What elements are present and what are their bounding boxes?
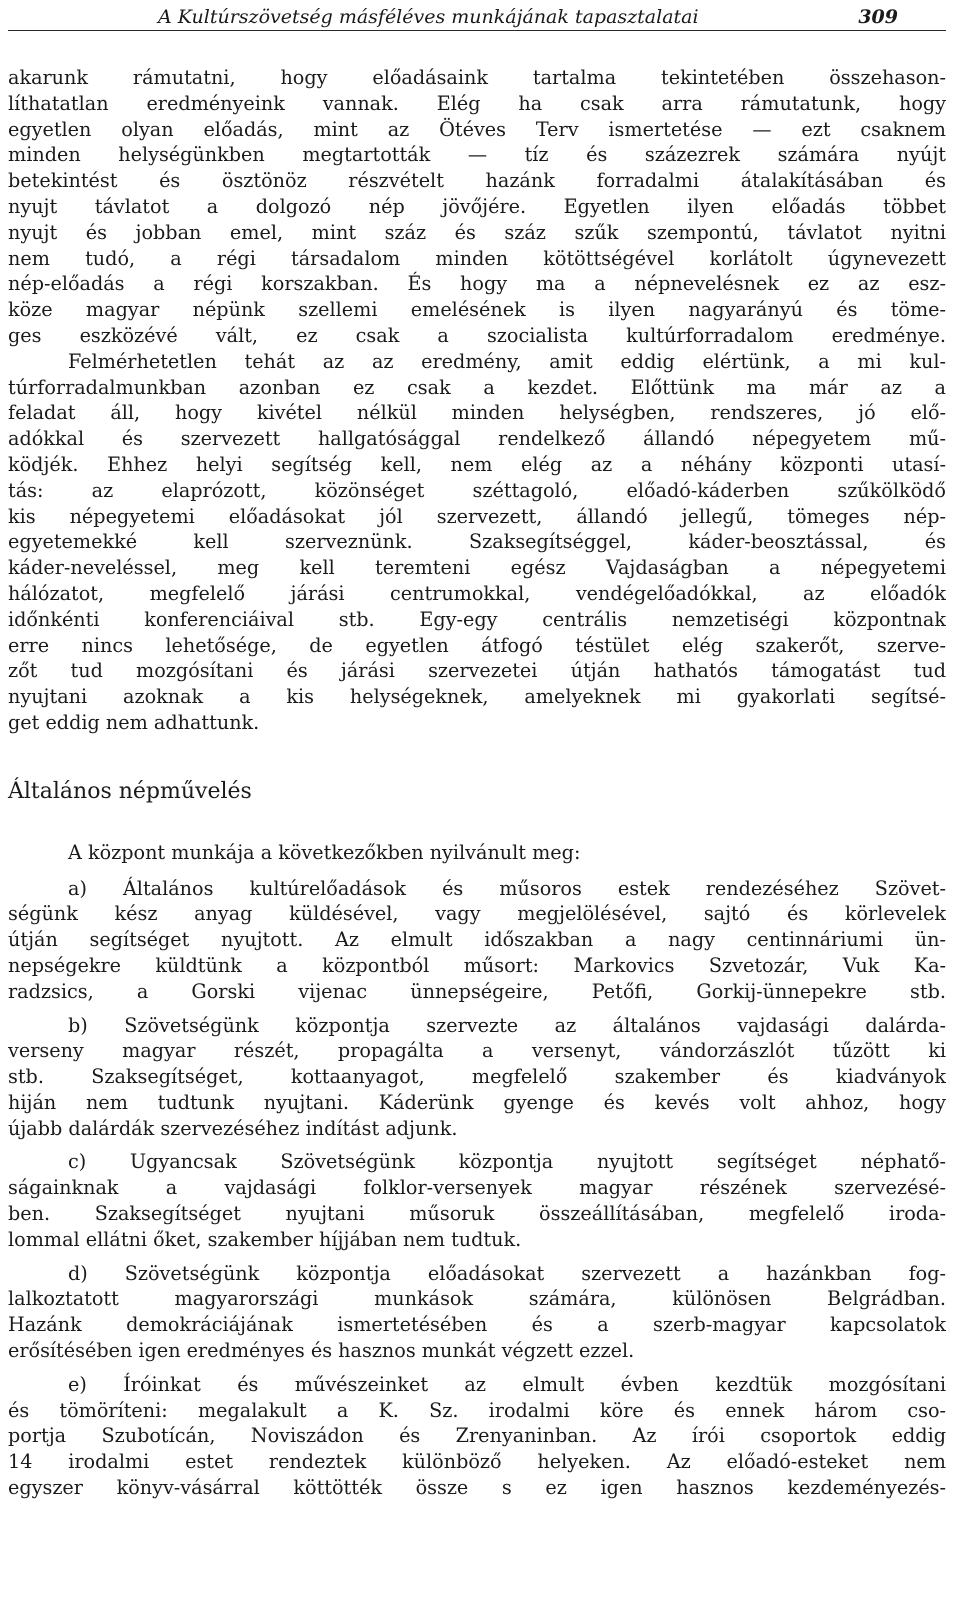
- list-item-d: [8, 1261, 946, 1364]
- text-line: zőt tud mozgósítani és járási szervezetei útján hathatós támogatást tud: [8, 659, 946, 683]
- text-line: get eddig nem adhattunk.: [8, 710, 260, 734]
- text-line: lalkoztatott magyarországi munkások számára, különösen Belgrádban.: [8, 1287, 946, 1311]
- text-line: nyujt és jobban emel, mint száz és száz szűk szempontú, távlatot nyitni: [8, 220, 946, 244]
- text-line: verseny magyar részét, propagálta a versenyt, vándorzászlót tűzött ki: [8, 1039, 946, 1063]
- list-item-b: [8, 1013, 946, 1142]
- text-line: c) Ugyancsak Szövetségünk központja nyujtott segítséget néphatő-: [68, 1150, 946, 1174]
- text-line: és tömöríteni: megalakult a K. Sz. irodalmi köre és ennek három cso-: [8, 1398, 946, 1422]
- text-line: egyszer könyv-vásárral köttötték össze s ez igen hasznos kezdeményezés-: [8, 1476, 946, 1500]
- text-line: nepségekre küldtünk a központból műsort: Markovics Szvetozár, Vuk Ka-: [8, 953, 946, 977]
- text-line: nép-előadás a régi korszakban. És hogy ma a népnevelésnek ez az esz-: [8, 272, 946, 296]
- text-line: ködjék. Ehhez helyi segítség kell, nem elég az a néhány központi utasí-: [8, 452, 946, 476]
- text-line: egyetemekké kell szerveznünk. Szaksegítséggel, káder-beosztással, és: [8, 530, 946, 554]
- text-line: ságainknak a vajdasági folklor-versenyek magyar részének szervezésé-: [8, 1176, 946, 1200]
- intro-paragraph: [8, 65, 946, 349]
- text-line: akarunk rámutatni, hogy előadásaink tartalma tekintetében összehason-: [8, 66, 946, 89]
- text-line: minden helységünkben megtartották — tíz és százezrek számára nyújt: [8, 143, 946, 167]
- text-line: betekintést és ösztönöz részvételt hazánk forradalmi átalakításában és: [8, 169, 946, 193]
- section-heading: Általános népművelés: [8, 778, 252, 804]
- text-line: túrforradalmunkban azonban ez csak a kezdet. Előttünk ma már az a: [8, 375, 946, 399]
- text-line: egyetlen olyan előadás, mint az Ötéves Terv ismertetése — ezt csaknem: [8, 117, 946, 141]
- text-line: erre nincs lehetősége, de egyetlen átfogó téstület elég szakerőt, szerve-: [8, 633, 946, 657]
- text-line: nem tudó, a régi társadalom minden kötöttségével korlátolt úgynevezett: [8, 246, 946, 270]
- section-intro: A központ munkája a következőkben nyilvánult meg:: [68, 840, 581, 864]
- text-line: nyujt távlatot a dolgozó nép jövőjére. Egyetlen ilyen előadás többet: [8, 194, 946, 218]
- text-line: köze magyar népünk szellemi emelésének is ilyen nagyarányú és töme-: [8, 298, 946, 322]
- text-line: nyujtani azoknak a kis helységeknek, amelyeknek mi gyakorlati segítsé-: [8, 685, 946, 709]
- text-line: káder-neveléssel, meg kell teremteni egész Vajdaságban a népegyetemi: [8, 556, 946, 580]
- text-line: stb. Szaksegítséget, kottaanyagot, megfelelő szakember és kiadványok: [8, 1065, 946, 1089]
- text-line: időnkénti konferenciáival stb. Egy-egy centrális nemzetiségi központnak: [8, 607, 946, 631]
- text-line: kis népegyetemi előadásokat jól szervezett, állandó jellegű, tömeges nép-: [8, 504, 946, 528]
- second-paragraph: [8, 349, 946, 736]
- text-line: 14 irodalmi estet rendeztek különböző helyeken. Az előadó-esteket nem: [8, 1450, 946, 1474]
- text-line: erősítésében igen eredményes és hasznos munkát végzett ezzel.: [8, 1339, 635, 1363]
- text-line: ges eszközévé vált, ez csak a szocialista kultúrforradalom eredménye.: [8, 323, 946, 347]
- text-line: b) Szövetségünk központja szervezte az általános vajdasági dalárda-: [68, 1013, 946, 1037]
- text-line: portja Szubotícán, Noviszádon és Zrenyaninban. Az írói csoportok eddig: [8, 1424, 946, 1448]
- page-number: 309: [858, 6, 898, 28]
- text-line: útján segítséget nyujtott. Az elmult időszakban a nagy centinnáriumi ün-: [8, 928, 946, 952]
- list-item-a: [8, 876, 946, 1005]
- text-line: hiján nem tudtunk nyujtani. Káderünk gyenge és kevés volt ahhoz, hogy: [8, 1090, 946, 1114]
- text-line: radzsics, a Gorski vijenac ünnepségeire, Petőfi, Gorkij-ünnepekre stb.: [8, 979, 946, 1003]
- running-title: A Kultúrszövetség másféléves munkájának tapasztalatai: [158, 6, 699, 28]
- text-line: Felmérhetetlen tehát az az eredmény, amit eddig elértünk, a mi kul-: [68, 349, 946, 373]
- text-line: d) Szövetségünk központja előadásokat szervezett a hazánkban fog-: [68, 1261, 946, 1285]
- text-line: tás: az elaprózott, közönséget széttagoló, előadó-káderben szűkölködő: [8, 478, 946, 502]
- text-line: líthatatlan eredményeink vannak. Elég ha csak arra rámutatunk, hogy: [8, 91, 946, 115]
- text-line: a) Általános kultúrelőadások és műsoros estek rendezéséhez Szövet-: [68, 876, 946, 900]
- text-line: e) Íróinkat és művészeinket az elmult évben kezdtük mozgósítani: [68, 1372, 946, 1396]
- text-line: hálózatot, megfelelő járási centrumokkal, vendégelőadókkal, az előadók: [8, 581, 946, 605]
- text-line: ségünk kész anyag küldésével, vagy megjelölésével, sajtó és körlevelek: [8, 902, 946, 926]
- text-line: lommal ellátni őket, szakember híjjában nem tudtuk.: [8, 1227, 522, 1251]
- running-head: [8, 4, 946, 31]
- list-item-e: [8, 1372, 946, 1501]
- text-line: Hazánk demokráciájának ismertetésében és a szerb-magyar kapcsolatok: [8, 1313, 946, 1337]
- text-line: újabb dalárdák szervezéséhez indítást adjunk.: [8, 1116, 458, 1140]
- list-item-c: [8, 1149, 946, 1252]
- text-line: feladat áll, hogy kivétel nélkül minden helységben, rendszeres, jó elő-: [8, 401, 946, 425]
- text-line: ben. Szaksegítséget nyujtani műsoruk összeállításában, megfelelő iroda-: [8, 1202, 946, 1226]
- text-line: adókkal és szervezett hallgatósággal rendelkező állandó népegyetem mű-: [8, 427, 946, 451]
